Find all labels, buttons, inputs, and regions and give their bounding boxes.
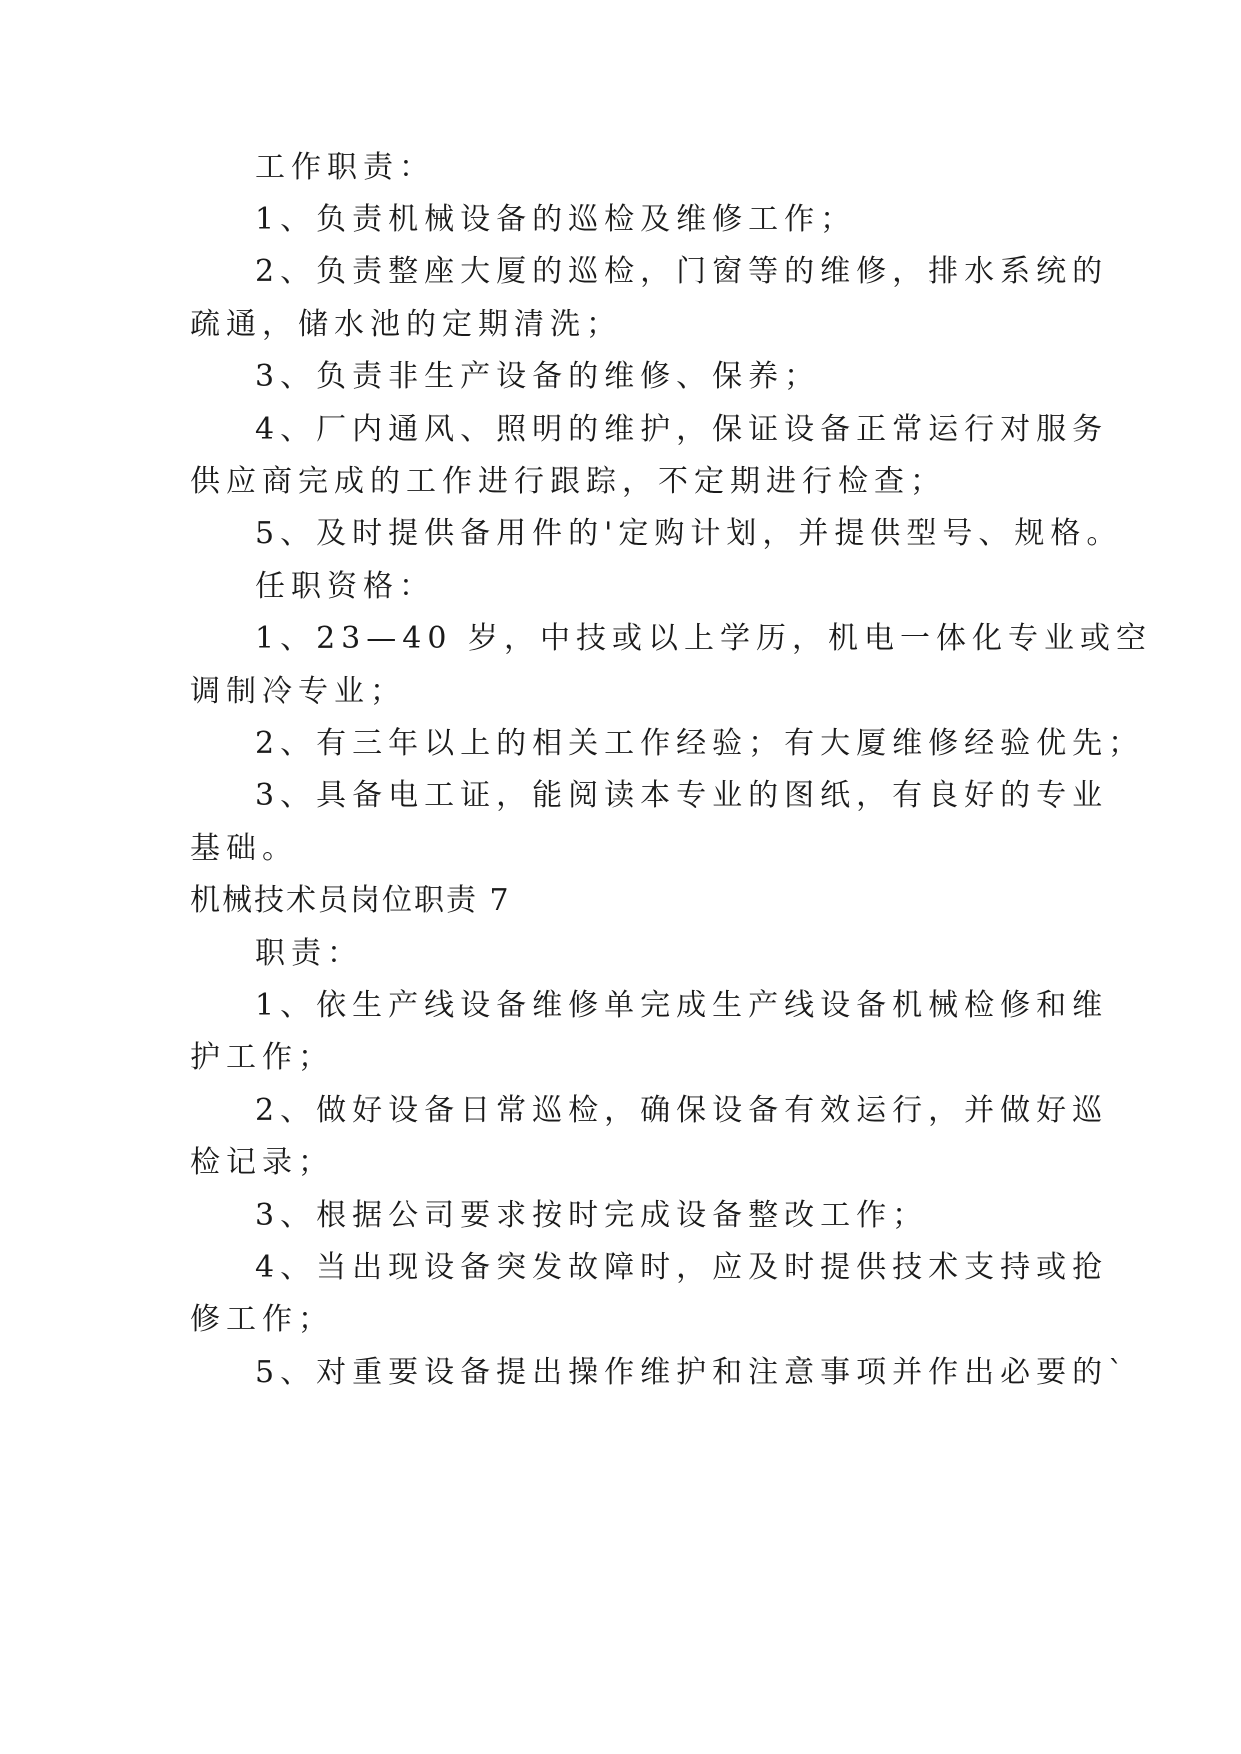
duty-item-1: 1、负责机械设备的巡检及维修工作； (255, 202, 857, 237)
responsibility-item-3: 3、根据公司要求按时完成设备整改工作； (255, 1198, 929, 1233)
responsibility-item-1-line-2: 护工作； (190, 1040, 334, 1075)
section-heading-responsibilities: 职责： (255, 936, 363, 971)
section-heading-duties: 工作职责： (255, 150, 435, 185)
qualification-item-3-line-1: 3、具备电工证，能阅读本专业的图纸，有良好的专业 (255, 778, 1109, 813)
responsibility-item-2-line-2: 检记录； (190, 1145, 334, 1180)
duty-item-5: 5、及时提供备用件的'定购计划，并提供型号、规格。 (255, 516, 1123, 551)
section-heading-qualifications: 任职资格： (255, 569, 435, 604)
qualification-item-1-line-1: 1、23—40 岁，中技或以上学历，机电一体化专业或空 (255, 621, 1152, 656)
qualification-item-3-line-2: 基础。 (190, 831, 298, 866)
duty-item-3: 3、负责非生产设备的维修、保养； (255, 359, 821, 394)
responsibility-item-2-line-1: 2、做好设备日常巡检，确保设备有效运行，并做好巡 (255, 1093, 1109, 1128)
responsibility-item-4-line-2: 修工作； (190, 1302, 334, 1337)
duty-item-2-line-2: 疏通，储水池的定期清洗； (190, 307, 622, 342)
duty-item-4-line-1: 4、厂内通风、照明的维护，保证设备正常运行对服务 (255, 412, 1109, 447)
responsibility-item-1-line-1: 1、依生产线设备维修单完成生产线设备机械检修和维 (255, 988, 1109, 1023)
responsibility-item-4-line-1: 4、当出现设备突发故障时，应及时提供技术支持或抢 (255, 1250, 1109, 1285)
duty-item-4-line-2: 供应商完成的工作进行跟踪，不定期进行检查； (190, 464, 946, 499)
section-title-job-7: 机械技术员岗位职责 7 (190, 883, 511, 918)
responsibility-item-5: 5、对重要设备提出操作维护和注意事项并作出必要的` (255, 1355, 1130, 1390)
duty-item-2-line-1: 2、负责整座大厦的巡检，门窗等的维修，排水系统的 (255, 254, 1109, 289)
qualification-item-1-line-2: 调制冷专业； (190, 674, 406, 709)
qualification-item-2: 2、有三年以上的相关工作经验；有大厦维修经验优先； (255, 726, 1145, 761)
